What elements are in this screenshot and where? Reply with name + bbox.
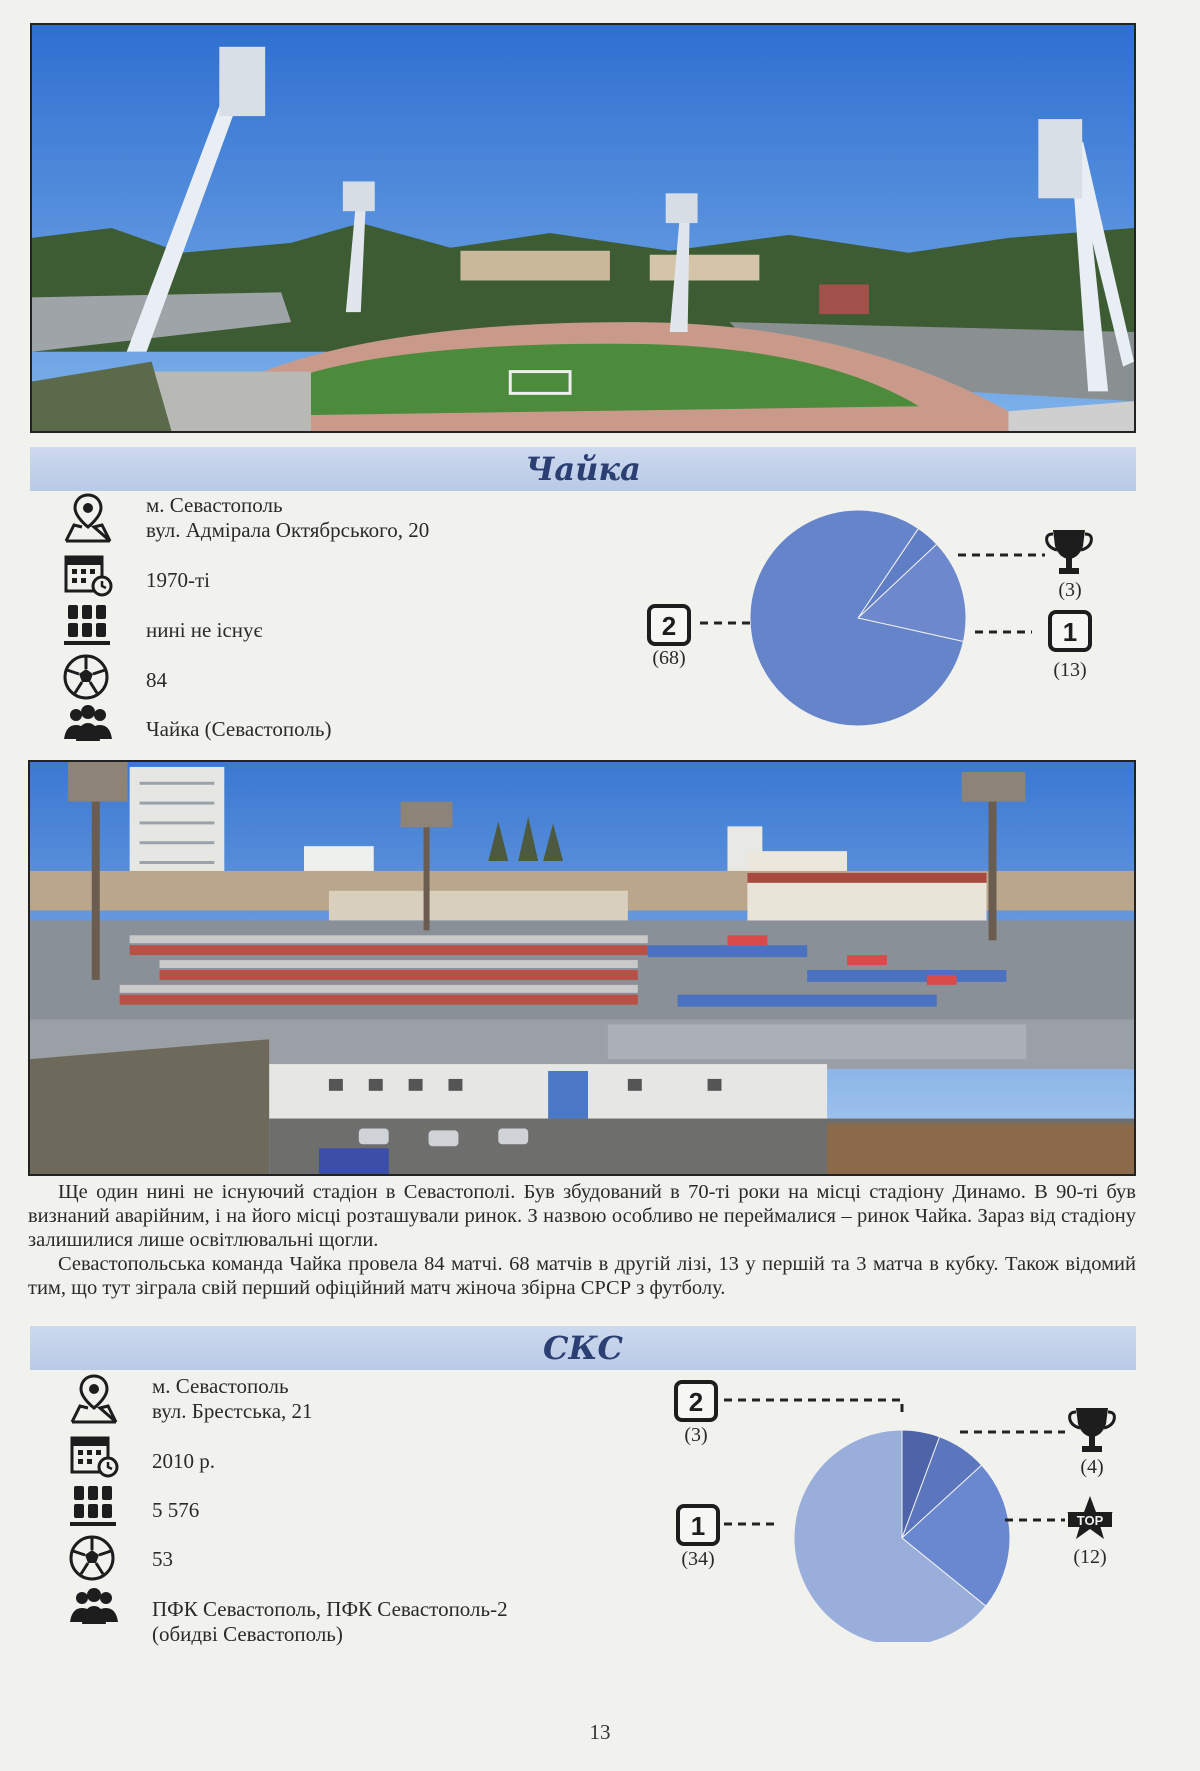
label-league2: (3): [684, 1424, 708, 1446]
matches-text: 84: [146, 668, 167, 692]
label-top: (12): [1073, 1546, 1107, 1568]
svg-text:1: 1: [1062, 617, 1078, 647]
label-league1: (34): [681, 1548, 715, 1570]
city-text: м. Севастополь: [146, 493, 283, 517]
trophy-icon: [1047, 530, 1092, 574]
svg-text:1: 1: [690, 1511, 706, 1541]
league2-badge: [649, 606, 689, 644]
stadium-seats-icon: [68, 1484, 120, 1528]
league2-badge: [676, 1382, 716, 1420]
trophy-icon: [1070, 1408, 1115, 1452]
description-paragraph-2: Севастопольська команда Чайка провела 84 матчі. 68 матчів в другій лізі, 13 у першій та 3 матча в кубку. Також відомий тим, що тут зіграла свій перший офіційний матч жіноча збірна СРСР з футболу.: [28, 1253, 1136, 1299]
street-text: вул. Адмірала Октябрського, 20: [146, 518, 430, 542]
capacity-text: нині не існує: [146, 618, 263, 642]
stadium-title-banner: Чайка: [30, 447, 1136, 491]
teams-text-line1: ПФК Севастополь, ПФК Севастополь-2: [152, 1597, 508, 1621]
pie-chart-chaika: [640, 500, 1140, 740]
top-star-icon: [1067, 1496, 1113, 1539]
svg-text:TOP: TOP: [1076, 1513, 1104, 1528]
street-text: вул. Брестська, 21: [152, 1399, 313, 1423]
football-icon: [62, 653, 114, 697]
matches-text: 53: [152, 1547, 173, 1571]
pie-chart-sks: [660, 1372, 1140, 1642]
pie-slices: [794, 1430, 1010, 1642]
built-text: 1970-ті: [146, 568, 211, 592]
capacity-text: 5 576: [152, 1498, 200, 1522]
label-league1: (13): [1053, 659, 1087, 681]
map-pin-icon: [62, 493, 114, 537]
league1-badge: [1050, 612, 1090, 650]
label-cup: (3): [1058, 579, 1082, 601]
calendar-icon: [62, 551, 114, 595]
svg-text:2: 2: [688, 1387, 704, 1417]
label-cup: (4): [1080, 1456, 1104, 1478]
teams-text: Чайка (Севастополь): [146, 717, 332, 741]
city-text: м. Севастополь: [152, 1374, 289, 1398]
teams-text-line2: (обидві Севастополь): [152, 1622, 343, 1646]
football-icon: [68, 1534, 120, 1578]
stadium-photo-chaika: [30, 23, 1136, 433]
team-icon: [62, 703, 114, 747]
description-paragraph-1: Ще один нині не існуючий стадіон в Севастополі. Був збудований в 70-ті роки на місці стадіону Динамо. В 90-ті був визнаний аварійним, і на його місці розташували ринок. З назвою особливо не переймалися – ринок Чайка. Зараз від стадіону залишилися лише освітлювальні щогли.: [28, 1181, 1136, 1251]
league1-badge: [678, 1506, 718, 1544]
label-league2: (68): [652, 647, 686, 669]
pie-slices: [750, 510, 966, 726]
page-number: 13: [589, 1720, 611, 1744]
stadium-title-banner: СКС: [30, 1326, 1136, 1370]
svg-text:2: 2: [661, 611, 677, 641]
connector-league2: [724, 1400, 902, 1412]
map-pin-icon: [68, 1374, 120, 1418]
market-photo-chaika: [28, 760, 1136, 1176]
description-text: [28, 1180, 1136, 1300]
team-icon: [68, 1586, 120, 1630]
built-text: 2010 р.: [152, 1449, 215, 1473]
stadium-seats-icon: [62, 603, 114, 647]
calendar-icon: [68, 1432, 120, 1476]
